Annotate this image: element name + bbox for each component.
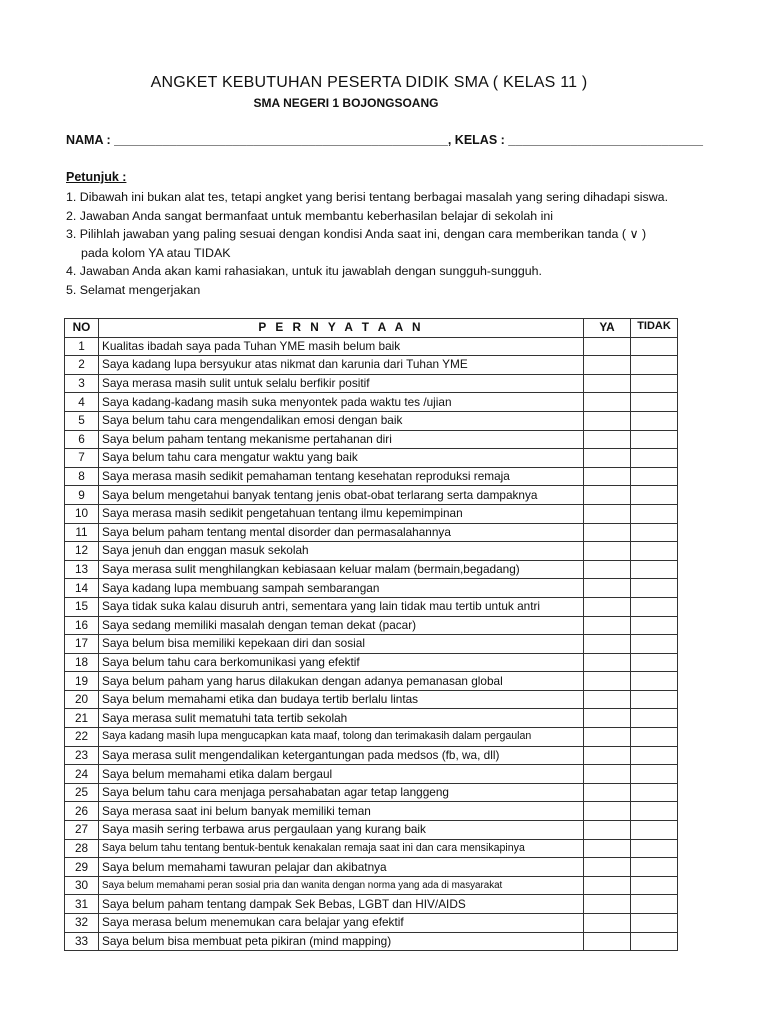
table-row	[65, 411, 678, 430]
table-row	[65, 765, 678, 784]
row-number: 25	[65, 783, 99, 802]
answer-ya-cell[interactable]	[584, 672, 631, 691]
answer-ya-cell[interactable]	[584, 858, 631, 877]
row-number: 2	[65, 356, 99, 375]
table-row	[65, 579, 678, 598]
row-number: 4	[65, 393, 99, 412]
instruction-item: 4. Jawaban Anda akan kami rahasiakan, untuk itu jawablah dengan sungguh-sungguh.	[66, 264, 543, 279]
answer-ya-cell[interactable]	[584, 393, 631, 412]
statement-text: Saya belum paham tentang mental disorder dan permasalahannya	[99, 523, 584, 542]
statement-text: Saya belum tahu cara berkomunikasi yang efektif	[99, 653, 584, 672]
row-number: 31	[65, 895, 99, 914]
row-number: 1	[65, 337, 99, 356]
name-field[interactable]: ________________________________________________	[114, 133, 448, 147]
row-number: 30	[65, 876, 99, 895]
answer-tidak-cell[interactable]	[631, 393, 678, 412]
statement-text: Saya belum memahami peran sosial pria dan wanita dengan norma yang ada di masyarakat	[99, 876, 584, 895]
answer-tidak-cell[interactable]	[631, 653, 678, 672]
row-number: 14	[65, 579, 99, 598]
answer-tidak-cell[interactable]	[631, 876, 678, 895]
statement-text: Saya belum paham yang harus dilakukan dengan adanya pemanasan global	[99, 672, 584, 691]
instruction-item: 2. Jawaban Anda sangat bermanfaat untuk membantu keberhasilan belajar di sekolah ini	[66, 208, 553, 223]
row-number: 26	[65, 802, 99, 821]
table-row	[65, 449, 678, 468]
answer-tidak-cell[interactable]	[631, 709, 678, 728]
table-row	[65, 876, 678, 895]
class-field[interactable]: ____________________________	[508, 133, 703, 147]
answer-ya-cell[interactable]	[584, 560, 631, 579]
statement-text: Saya belum mengetahui banyak tentang jenis obat-obat terlarang serta dampaknya	[99, 486, 584, 505]
statement-text: Saya merasa sulit mengendalikan ketergantungan pada medsos (fb, wa, dll)	[99, 746, 584, 765]
table-row	[65, 914, 678, 933]
instruction-item: 5. Selamat mengerjakan	[66, 282, 201, 297]
table-row	[65, 393, 678, 412]
statement-text: Saya sedang memiliki masalah dengan teman dekat (pacar)	[99, 616, 584, 635]
table-row	[65, 523, 678, 542]
instruction-item: 3. Pilihlah jawaban yang paling sesuai dengan kondisi Anda saat ini, dengan cara memberikan tanda ( ∨ )	[66, 227, 647, 242]
answer-ya-cell[interactable]	[584, 430, 631, 449]
name-label: NAMA :	[66, 133, 111, 147]
answer-ya-cell[interactable]	[584, 728, 631, 747]
answer-ya-cell[interactable]	[584, 914, 631, 933]
statement-text: Saya belum memahami etika dan budaya tertib berlalu lintas	[99, 690, 584, 709]
row-number: 32	[65, 914, 99, 933]
header-ya: YA	[584, 319, 631, 338]
answer-ya-cell[interactable]	[584, 467, 631, 486]
answer-tidak-cell[interactable]	[631, 560, 678, 579]
answer-ya-cell[interactable]	[584, 486, 631, 505]
row-number: 6	[65, 430, 99, 449]
row-number: 5	[65, 411, 99, 430]
table-row	[65, 486, 678, 505]
answer-ya-cell[interactable]	[584, 876, 631, 895]
answer-ya-cell[interactable]	[584, 802, 631, 821]
statement-text: Saya merasa sulit mematuhi tata tertib sekolah	[99, 709, 584, 728]
answer-tidak-cell[interactable]	[631, 597, 678, 616]
answer-ya-cell[interactable]	[584, 374, 631, 393]
instructions-heading: Petunjuk :	[66, 170, 127, 184]
answer-tidak-cell[interactable]	[631, 672, 678, 691]
answer-tidak-cell[interactable]	[631, 337, 678, 356]
statement-text: Saya belum tahu tentang bentuk-bentuk kenakalan remaja saat ini dan cara mensikapinya	[99, 839, 584, 858]
answer-tidak-cell[interactable]	[631, 802, 678, 821]
statement-text: Saya belum bisa memiliki kepekaan diri dan sosial	[99, 635, 584, 654]
table-body	[65, 337, 678, 951]
row-number: 15	[65, 597, 99, 616]
answer-ya-cell[interactable]	[584, 523, 631, 542]
statement-text: Saya belum memahami etika dalam bergaul	[99, 765, 584, 784]
row-number: 11	[65, 523, 99, 542]
answer-ya-cell[interactable]	[584, 653, 631, 672]
answer-ya-cell[interactable]	[584, 337, 631, 356]
table-row	[65, 709, 678, 728]
answer-tidak-cell[interactable]	[631, 895, 678, 914]
answer-tidak-cell[interactable]	[631, 914, 678, 933]
header-statement: P E R N Y A T A A N	[99, 319, 584, 338]
answer-tidak-cell[interactable]	[631, 746, 678, 765]
statement-text: Saya belum paham tentang mekanisme pertahanan diri	[99, 430, 584, 449]
statement-text: Kualitas ibadah saya pada Tuhan YME masih belum baik	[99, 337, 584, 356]
answer-tidak-cell[interactable]	[631, 467, 678, 486]
header-tidak: TIDAK	[631, 319, 678, 338]
answer-ya-cell[interactable]	[584, 690, 631, 709]
row-number: 13	[65, 560, 99, 579]
answer-tidak-cell[interactable]	[631, 504, 678, 523]
row-number: 28	[65, 839, 99, 858]
instructions-list	[66, 188, 716, 300]
table-row	[65, 542, 678, 561]
statement-text: Saya belum bisa membuat peta pikiran (mind mapping)	[99, 932, 584, 951]
identity-line	[66, 133, 706, 147]
table-row	[65, 653, 678, 672]
table-row	[65, 728, 678, 747]
answer-ya-cell[interactable]	[584, 932, 631, 951]
row-number: 16	[65, 616, 99, 635]
table-row	[65, 504, 678, 523]
answer-ya-cell[interactable]	[584, 746, 631, 765]
row-number: 29	[65, 858, 99, 877]
statement-text: Saya belum tahu cara mengatur waktu yang baik	[99, 449, 584, 468]
statement-text: Saya merasa masih sedikit pengetahuan tentang ilmu kepemimpinan	[99, 504, 584, 523]
statement-text: Saya merasa belum menemukan cara belajar yang efektif	[99, 914, 584, 933]
header-no: NO	[65, 319, 99, 338]
row-number: 23	[65, 746, 99, 765]
table-row	[65, 635, 678, 654]
school-name: SMA NEGERI 1 BOJONGSOANG	[253, 96, 439, 110]
statement-text: Saya kadang lupa membuang sampah sembarangan	[99, 579, 584, 598]
answer-ya-cell[interactable]	[584, 783, 631, 802]
row-number: 9	[65, 486, 99, 505]
table-row	[65, 672, 678, 691]
answer-tidak-cell[interactable]	[631, 430, 678, 449]
row-number: 19	[65, 672, 99, 691]
answer-tidak-cell[interactable]	[631, 616, 678, 635]
answer-tidak-cell[interactable]	[631, 839, 678, 858]
answer-tidak-cell[interactable]	[631, 449, 678, 468]
answer-tidak-cell[interactable]	[631, 728, 678, 747]
statement-text: Saya kadang lupa bersyukur atas nikmat dan karunia dari Tuhan YME	[99, 356, 584, 375]
instruction-item: 1. Dibawah ini bukan alat tes, tetapi angket yang berisi tentang berbagai masalah yang sering dihadapi siswa.	[66, 190, 669, 204]
class-label: , KELAS :	[447, 133, 505, 147]
answer-tidak-cell[interactable]	[631, 374, 678, 393]
answer-tidak-cell[interactable]	[631, 356, 678, 375]
answer-ya-cell[interactable]	[584, 356, 631, 375]
table-row	[65, 560, 678, 579]
answer-tidak-cell[interactable]	[631, 411, 678, 430]
answer-ya-cell[interactable]	[584, 542, 631, 561]
statement-text: Saya belum paham tentang dampak Sek Bebas, LGBT dan HIV/AIDS	[99, 895, 584, 914]
row-number: 17	[65, 635, 99, 654]
table-row	[65, 374, 678, 393]
statement-text: Saya masih sering terbawa arus pergaulaan yang kurang baik	[99, 821, 584, 840]
answer-ya-cell[interactable]	[584, 411, 631, 430]
answer-tidak-cell[interactable]	[631, 542, 678, 561]
instruction-item: pada kolom YA atau TIDAK	[81, 245, 231, 260]
answer-ya-cell[interactable]	[584, 709, 631, 728]
answer-ya-cell[interactable]	[584, 616, 631, 635]
answer-ya-cell[interactable]	[584, 839, 631, 858]
answer-ya-cell[interactable]	[584, 635, 631, 654]
answer-ya-cell[interactable]	[584, 821, 631, 840]
statement-text: Saya merasa masih sulit untuk selalu berfikir positif	[99, 374, 584, 393]
answer-ya-cell[interactable]	[584, 579, 631, 598]
answer-tidak-cell[interactable]	[631, 932, 678, 951]
row-number: 33	[65, 932, 99, 951]
row-number: 10	[65, 504, 99, 523]
statement-text: Saya kadang masih lupa mengucapkan kata maaf, tolong dan terimakasih dalam pergaulan	[99, 728, 584, 747]
table-row	[65, 337, 678, 356]
table-row	[65, 616, 678, 635]
table-row	[65, 597, 678, 616]
statement-text: Saya merasa sulit menghilangkan kebiasaan keluar malam (bermain,begadang)	[99, 560, 584, 579]
row-number: 12	[65, 542, 99, 561]
table-row	[65, 356, 678, 375]
answer-tidak-cell[interactable]	[631, 821, 678, 840]
row-number: 24	[65, 765, 99, 784]
statement-text: Saya merasa masih sedikit pemahaman tentang kesehatan reproduksi remaja	[99, 467, 584, 486]
row-number: 3	[65, 374, 99, 393]
table-row	[65, 895, 678, 914]
table-row	[65, 802, 678, 821]
answer-ya-cell[interactable]	[584, 765, 631, 784]
table-row	[65, 783, 678, 802]
row-number: 27	[65, 821, 99, 840]
answer-tidak-cell[interactable]	[631, 783, 678, 802]
answer-tidak-cell[interactable]	[631, 635, 678, 654]
answer-ya-cell[interactable]	[584, 504, 631, 523]
table-header-row	[65, 319, 678, 338]
answer-ya-cell[interactable]	[584, 449, 631, 468]
statement-text: Saya kadang-kadang masih suka menyontek pada waktu tes /ujian	[99, 393, 584, 412]
table-row	[65, 430, 678, 449]
statement-text: Saya belum tahu cara menjaga persahabatan agar tetap langgeng	[99, 783, 584, 802]
statement-text: Saya tidak suka kalau disuruh antri, sementara yang lain tidak mau tertib untuk antri	[99, 597, 584, 616]
answer-tidak-cell[interactable]	[631, 579, 678, 598]
document-title: ANGKET KEBUTUHAN PESERTA DIDIK SMA ( KELAS 11 )	[150, 74, 588, 91]
statement-text: Saya belum tahu cara mengendalikan emosi dengan baik	[99, 411, 584, 430]
statement-text: Saya belum memahami tawuran pelajar dan akibatnya	[99, 858, 584, 877]
table-row	[65, 932, 678, 951]
table-row	[65, 821, 678, 840]
answer-tidak-cell[interactable]	[631, 523, 678, 542]
table-row	[65, 467, 678, 486]
row-number: 8	[65, 467, 99, 486]
row-number: 7	[65, 449, 99, 468]
answer-ya-cell[interactable]	[584, 597, 631, 616]
answer-tidak-cell[interactable]	[631, 690, 678, 709]
table-row	[65, 839, 678, 858]
answer-tidak-cell[interactable]	[631, 486, 678, 505]
table-row	[65, 746, 678, 765]
row-number: 20	[65, 690, 99, 709]
row-number: 21	[65, 709, 99, 728]
answer-tidak-cell[interactable]	[631, 858, 678, 877]
row-number: 18	[65, 653, 99, 672]
answer-ya-cell[interactable]	[584, 895, 631, 914]
statement-text: Saya merasa saat ini belum banyak memiliki teman	[99, 802, 584, 821]
row-number: 22	[65, 728, 99, 747]
table-row	[65, 690, 678, 709]
answer-tidak-cell[interactable]	[631, 765, 678, 784]
table-row	[65, 858, 678, 877]
statement-text: Saya jenuh dan enggan masuk sekolah	[99, 542, 584, 561]
questionnaire-table	[64, 318, 678, 951]
